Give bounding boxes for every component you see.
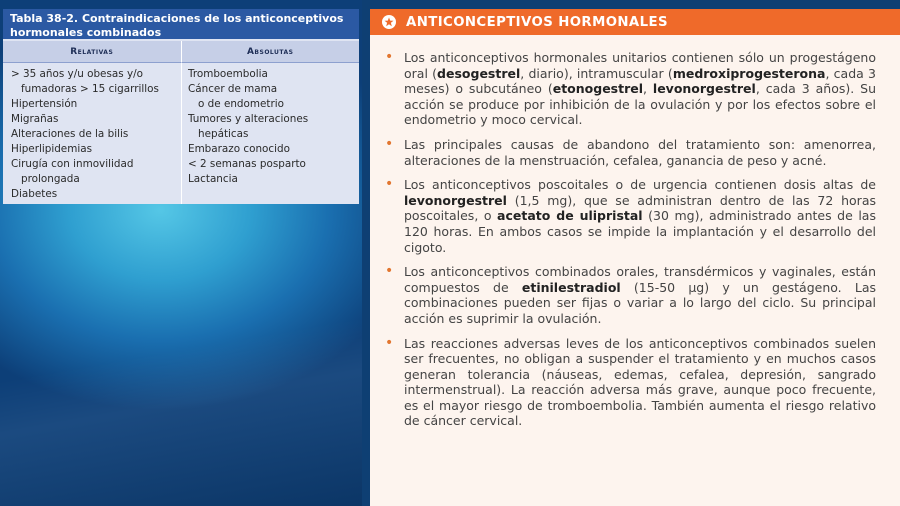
list-item: Embarazo conocido [188, 143, 290, 155]
star-badge-icon [382, 15, 396, 29]
absolutas-list [182, 63, 358, 204]
list-item: Cirugía con inmovilidad [11, 158, 134, 170]
list-item: prolongada [21, 173, 80, 185]
list-item: • Las principales causas de abandono del tratamiento son: amenorrea, alteraciones de la menstruación, cefalea, ganancia de peso y acné. [370, 137, 900, 168]
table-body [3, 63, 359, 204]
list-item: hepáticas [198, 128, 249, 140]
list-item: Tumores y alteraciones [188, 113, 309, 125]
list-item: Diabetes [11, 188, 58, 200]
table-header-row [3, 41, 359, 63]
panel-title: ANTICONCEPTIVOS HORMONALES [406, 14, 668, 30]
relativas-list [3, 63, 182, 204]
column-header-absolutas: Absolutas [182, 41, 360, 63]
column-header-relativas: Relativas [3, 41, 182, 63]
list-item: fumadoras > 15 cigarrillos [21, 83, 159, 95]
list-item: • Los anticonceptivos hormonales unitarios contienen sólo un progestágeno oral (desogestrel, diario), intramuscular (medroxiprogesterona, cada 3 meses) o subcutáneo (etonogestrel, levonorgestrel, cada 3 años). Su acción se produce por inhibición de la ovulación y por los efectos sobre el endometrio y moco cervical. [370, 50, 900, 128]
panel-header [370, 9, 900, 35]
contraindications-table [3, 9, 359, 204]
list-item: > 35 años y/u obesas y/o [11, 68, 143, 80]
table-title [3, 9, 359, 39]
list-item: • Las reacciones adversas leves de los anticonceptivos combinados suelen ser frecuentes, no obligan a suspender el tratamiento y en muchos casos generan tolerancia (náuseas, edemas, cefalea, depresión, sangrado intermenstrual). La reacción adversa más grave, aunque poco frecuente, es el mayor riesgo de tromboembolia. También aumenta el riesgo relativo de cáncer cervical. [370, 336, 900, 430]
bullet-list [370, 35, 900, 429]
table-title-line2: hormonales combinados [10, 26, 162, 39]
list-item: Migrañas [11, 113, 59, 125]
list-item: Alteraciones de la bilis [11, 128, 129, 140]
list-item: o de endometrio [198, 98, 284, 110]
list-item: • Los anticonceptivos poscoitales o de urgencia contienen dosis altas de levonorgestrel (1,5 mg), que se administran dentro de las 72 horas poscoitales, o acetato de ulipristal (30 mg), administrado antes de las 120 horas. En ambos casos se impide la implantación y el desarrollo del cigoto. [370, 177, 900, 255]
hormonal-contraceptives-panel [370, 9, 900, 506]
list-item: • Los anticonceptivos combinados orales, transdérmicos y vaginales, están compuestos de etinilestradiol (15-50 μg) y un gestágeno. Las combinaciones pueden ser fijas o variar a lo largo del ciclo. Su principal acción es suprimir la ovulación. [370, 264, 900, 326]
background-wave [0, 300, 362, 506]
list-item: Lactancia [188, 173, 238, 185]
table-title-line1: Tabla 38-2. Contraindicaciones de los anticonceptivos [10, 12, 344, 25]
list-item: < 2 semanas posparto [188, 158, 306, 170]
list-item: Tromboembolia [188, 68, 268, 80]
list-item: Hipertensión [11, 98, 78, 110]
list-item: Cáncer de mama [188, 83, 278, 95]
list-item: Hiperlipidemias [11, 143, 92, 155]
